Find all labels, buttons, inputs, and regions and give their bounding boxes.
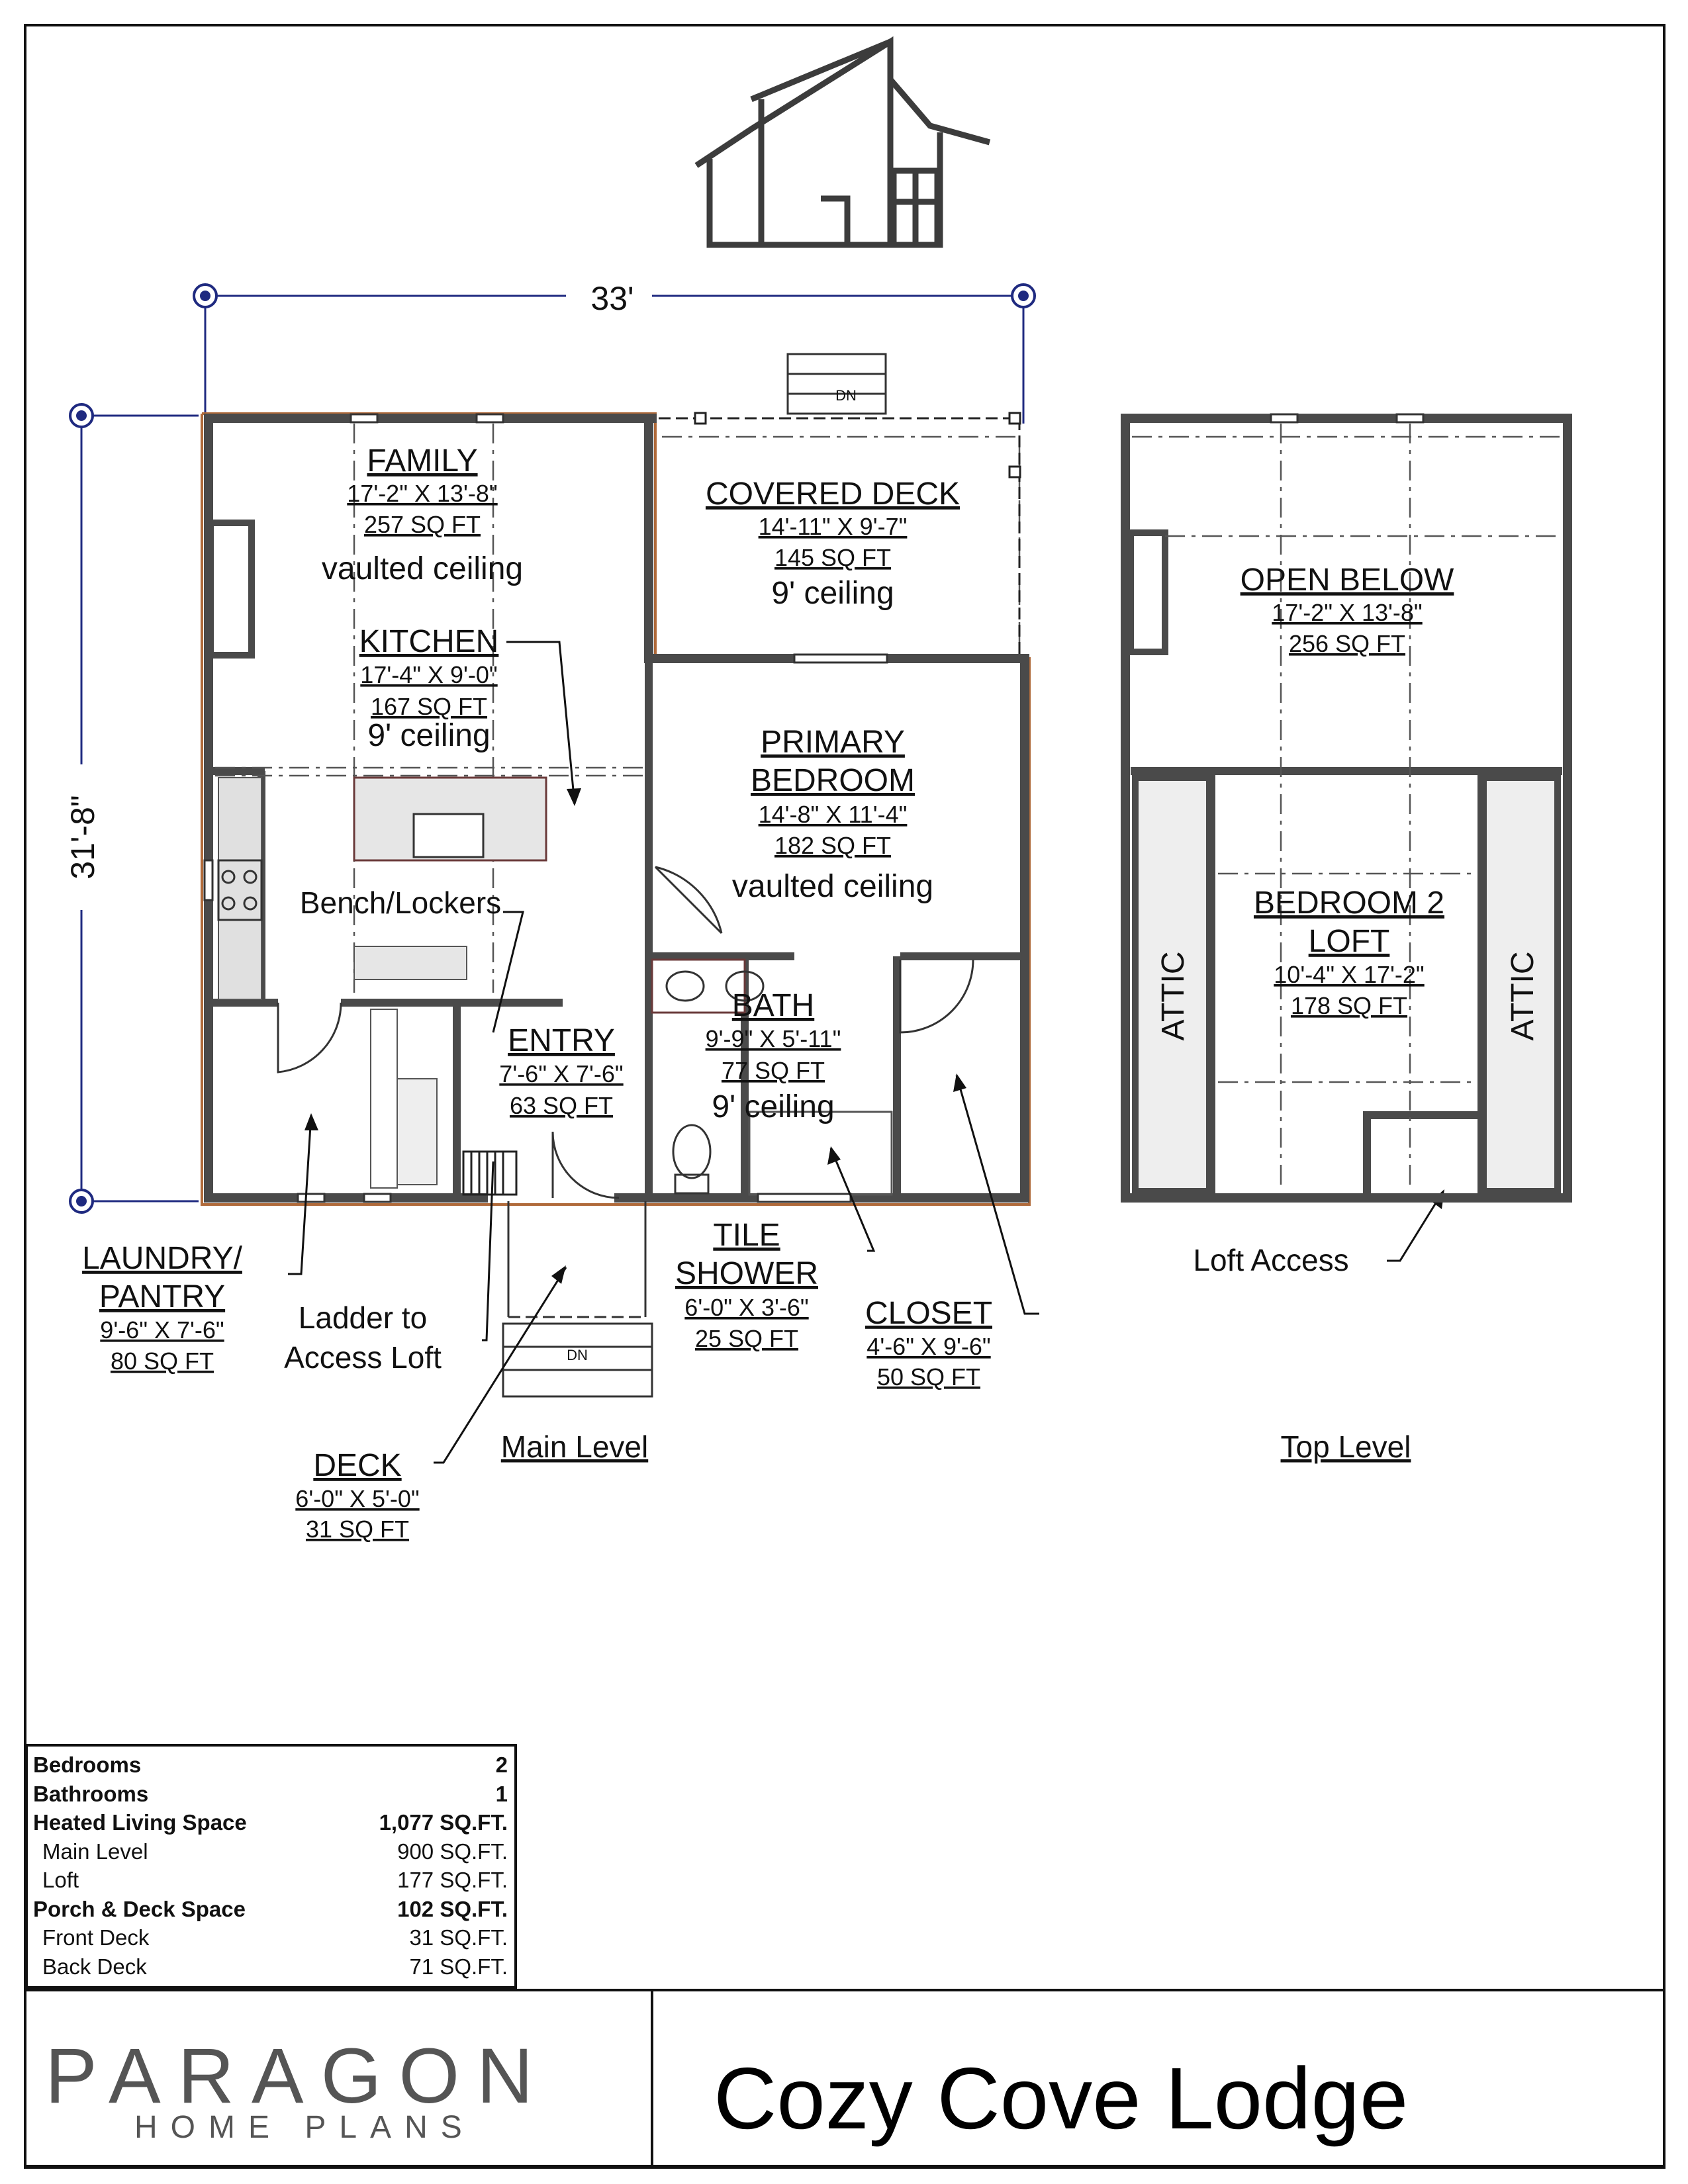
stats-row (33, 1923, 508, 1952)
depth-dimension: 31'-8" (64, 795, 101, 880)
arrowheads (305, 788, 1444, 1284)
fireplace (211, 523, 252, 655)
bench-lockers-label: Bench/Lockers (299, 886, 502, 920)
laundry-name-2: PANTRY (99, 1279, 226, 1314)
tile-shower-name-1: TILE (713, 1218, 780, 1253)
open-below-size: 17'-2" X 13'-8" (1272, 599, 1423, 626)
closet-area: 50 SQ FT (876, 1363, 981, 1390)
bath-note: 9' ceiling (712, 1089, 835, 1124)
stats-value: 177 SQ.FT. (397, 1868, 508, 1892)
covered-deck-area: 145 SQ FT (774, 544, 892, 571)
stats-value: 1 (495, 1781, 508, 1806)
kitchen-size: 17'-4" X 9'-0" (360, 661, 498, 688)
tile-shower-size: 6'-0" X 3'-6" (684, 1294, 809, 1321)
closet-name: CLOSET (865, 1296, 993, 1331)
kitchen-area: 167 SQ FT (370, 693, 488, 720)
bedroom2-size: 10'-4" X 17'-2" (1274, 961, 1425, 988)
laundry-area: 80 SQ FT (110, 1347, 214, 1375)
stats-row (33, 1751, 508, 1780)
deck-area: 31 SQ FT (305, 1516, 410, 1543)
stats-label: Main Level (42, 1839, 148, 1864)
tile-shower-area: 25 SQ FT (694, 1325, 799, 1352)
stats-value: 1,077 SQ.FT. (379, 1810, 508, 1835)
family-size: 17'-2" X 13'-8" (347, 480, 498, 507)
washer-dryer (397, 1079, 437, 1185)
primary-area: 182 SQ FT (774, 832, 892, 859)
stats-label: Porch & Deck Space (33, 1896, 246, 1921)
stats-row (33, 1895, 508, 1924)
primary-name-1: PRIMARY (761, 725, 905, 760)
primary-size: 14'-8" X 11'-4" (758, 801, 908, 828)
attic-left-label: ATTIC (1156, 951, 1191, 1041)
primary-note: vaulted ceiling (731, 869, 934, 904)
back-stairs (788, 354, 886, 414)
ladder-label-1: Ladder to (298, 1300, 428, 1335)
stats-value: 102 SQ.FT. (397, 1896, 508, 1921)
entry-name: ENTRY (508, 1023, 615, 1058)
deck-posts (695, 413, 1020, 477)
deck-size: 6'-0" X 5'-0" (295, 1485, 420, 1512)
deck-name: DECK (313, 1448, 402, 1483)
family-note: vaulted ceiling (321, 551, 524, 586)
brand-logo (25, 1991, 653, 2165)
covered-deck-note: 9' ceiling (771, 576, 894, 611)
bath-name: BATH (731, 988, 815, 1023)
stats-label: Bathrooms (33, 1781, 149, 1806)
stats-row (33, 1866, 508, 1895)
fireplace-chimney (1131, 533, 1165, 652)
primary-name-2: BEDROOM (750, 763, 915, 798)
attic-right-label: ATTIC (1505, 951, 1540, 1041)
top-level-plan (1125, 414, 1568, 1198)
plan-stats-table (25, 1744, 517, 1989)
stats-value: 2 (495, 1752, 508, 1777)
covered-deck-size: 14'-11" X 9'-7" (758, 513, 908, 540)
stairs-down-label: DN (835, 387, 857, 404)
stats-row (33, 1837, 508, 1866)
bath-size: 9'-9" X 5'-11" (705, 1025, 841, 1052)
title-block (25, 1989, 1664, 2167)
laundry-name-1: LAUNDRY/ (82, 1241, 242, 1276)
toilet-icon (673, 1125, 710, 1193)
open-below-area: 256 SQ FT (1288, 630, 1406, 657)
house-logo-icon (696, 42, 990, 245)
kitchen-name: KITCHEN (359, 624, 499, 659)
entry-area: 63 SQ FT (509, 1092, 614, 1119)
family-area: 257 SQ FT (363, 511, 481, 538)
bedroom2-name-2: LOFT (1308, 924, 1390, 959)
laundry-counter (371, 1009, 397, 1188)
stats-row (33, 1808, 508, 1837)
stats-row (33, 1780, 508, 1809)
tile-shower-name-2: SHOWER (675, 1256, 818, 1291)
family-name: FAMILY (367, 443, 478, 478)
bedroom2-name-1: BEDROOM 2 (1253, 886, 1445, 921)
stats-label: Heated Living Space (33, 1810, 247, 1835)
stats-label: Front Deck (42, 1925, 150, 1950)
kitchen-counter (218, 778, 261, 999)
ladder-icon (463, 1152, 516, 1195)
room-labels (82, 443, 1454, 1543)
entry-size: 7'-6" X 7'-6" (499, 1060, 624, 1087)
stats-value: 31 SQ.FT. (409, 1925, 508, 1950)
closet-size: 4'-6" X 9'-6" (867, 1333, 991, 1360)
stats-value: 900 SQ.FT. (397, 1839, 508, 1864)
stats-label: Back Deck (42, 1954, 147, 1979)
open-below-name: OPEN BELOW (1240, 563, 1454, 598)
loft-access-label: Loft Access (1193, 1243, 1349, 1277)
plan-title: Cozy Cove Lodge (714, 2050, 1409, 2147)
covered-deck-name: COVERED DECK (705, 477, 961, 512)
sink-icon (414, 814, 483, 857)
brand-name: PARAGON (45, 2032, 551, 2120)
stats-value: 71 SQ.FT. (409, 1954, 508, 1979)
laundry-size: 9'-6" X 7'-6" (100, 1316, 224, 1343)
brand-subtitle: HOME PLANS (134, 2110, 475, 2145)
kitchen-note: 9' ceiling (367, 718, 491, 753)
ladder-label-2: Access Loft (284, 1340, 442, 1375)
stats-row (33, 1952, 508, 1981)
bench-lockers (354, 946, 467, 979)
width-dimension: 33' (590, 280, 634, 317)
stats-label: Bedrooms (33, 1752, 142, 1777)
bath-area: 77 SQ FT (721, 1057, 825, 1084)
stats-label: Loft (42, 1868, 79, 1892)
front-deck (503, 1201, 652, 1396)
main-level-label: Main Level (500, 1430, 649, 1464)
bedroom2-area: 178 SQ FT (1290, 992, 1408, 1019)
top-level-label: Top Level (1280, 1430, 1411, 1464)
stairs-down-label: DN (567, 1347, 588, 1363)
